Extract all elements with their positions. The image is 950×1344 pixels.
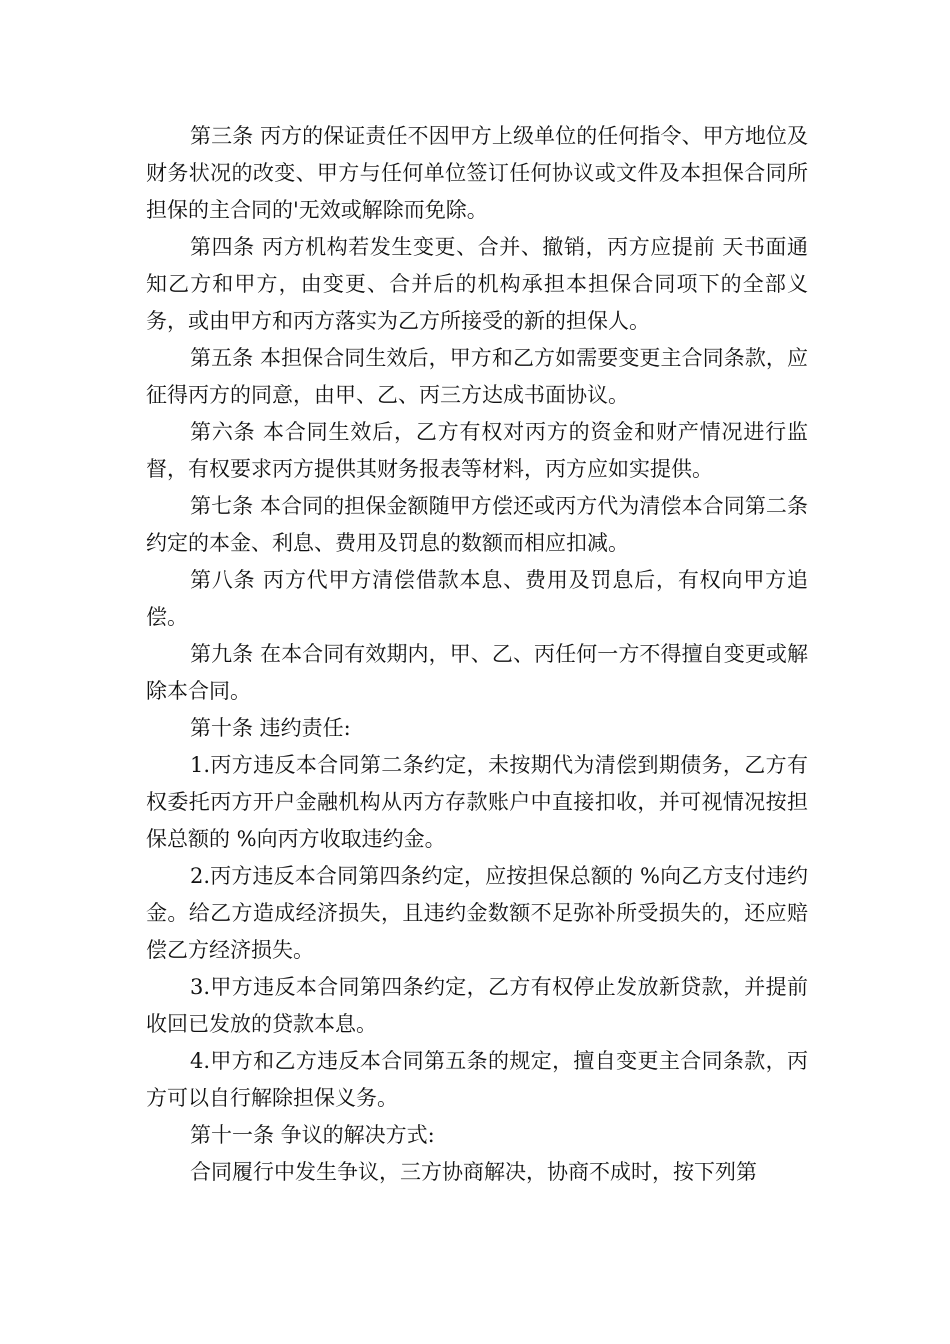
clause-3: 第三条 丙方的保证责任不因甲方上级单位的任何指令、甲方地位及财务状况的改变、甲方与任何单位签订任何协议或文件及本担保合同所担保的主合同的'无效或解除而免除。 bbox=[146, 124, 808, 222]
clause-5: 第五条 本担保合同生效后，甲方和乙方如需要变更主合同条款，应征得丙方的同意，由甲、乙、丙三方达成书面协议。 bbox=[146, 346, 808, 407]
clause-4: 第四条 丙方机构若发生变更、合并、撤销，丙方应提前 天书面通知乙方和甲方，由变更、合并后的机构承担本担保合同项下的全部义务，或由甲方和丙方落实为乙方所接受的新的担保人。 bbox=[146, 235, 808, 333]
liability-item-2: 2.丙方违反本合同第四条约定，应按担保总额的 %向乙方支付违约金。给乙方造成经济损失，且违约金数额不足弥补所受损失的，还应赔偿乙方经济损失。 bbox=[146, 864, 808, 962]
clause-6: 第六条 本合同生效后，乙方有权对丙方的资金和财产情况进行监督，有权要求丙方提供其财务报表等材料，丙方应如实提供。 bbox=[146, 420, 808, 481]
liability-item-1: 1.丙方违反本合同第二条约定，未按期代为清偿到期债务，乙方有权委托丙方开户金融机构从丙方存款账户中直接扣收，并可视情况按担保总额的 %向丙方收取违约金。 bbox=[146, 753, 808, 851]
clause-10-heading: 第十条 违约责任: bbox=[190, 716, 351, 740]
dispute-resolution-text: 合同履行中发生争议，三方协商解决，协商不成时，按下列第 bbox=[190, 1160, 757, 1184]
liability-item-4: 4.甲方和乙方违反本合同第五条的规定，擅自变更主合同条款，丙方可以自行解除担保义务。 bbox=[146, 1049, 808, 1110]
clause-7: 第七条 本合同的担保金额随甲方偿还或丙方代为清偿本合同第二条约定的本金、利息、费用及罚息的数额而相应扣减。 bbox=[146, 494, 808, 555]
liability-item-3: 3.甲方违反本合同第四条约定，乙方有权停止发放新贷款，并提前收回已发放的贷款本息。 bbox=[146, 975, 808, 1036]
document-body bbox=[146, 118, 808, 1191]
clause-9: 第九条 在本合同有效期内，甲、乙、丙任何一方不得擅自变更或解除本合同。 bbox=[146, 642, 808, 703]
clause-8: 第八条 丙方代甲方清偿借款本息、费用及罚息后，有权向甲方追偿。 bbox=[146, 568, 808, 629]
clause-11-heading: 第十一条 争议的解决方式: bbox=[190, 1123, 435, 1147]
